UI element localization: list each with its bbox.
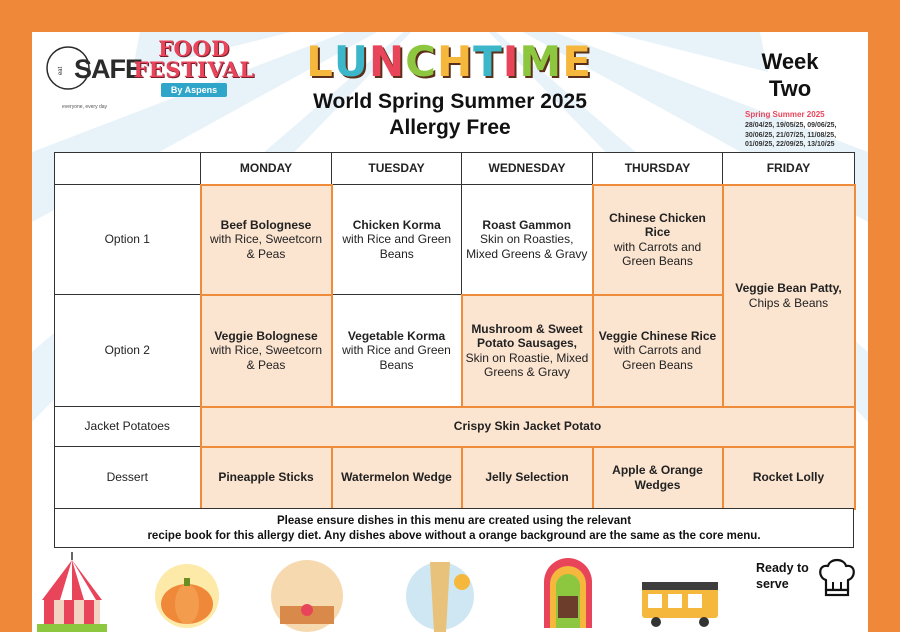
dish-desc: with Rice and Green Beans [342,343,451,372]
dessert-name: Apple & Orange Wedges [612,463,703,492]
day-header: MONDAY [201,153,332,185]
season-title: Spring Summer 2025 [745,110,825,119]
dessert-trolley-illustration [642,582,718,627]
title-letter: M [519,37,563,86]
week-indicator [732,48,848,102]
food-festival-line1: FOOD [158,36,230,61]
row-label: Option 1 [55,185,201,295]
food-festival-line2: FESTIVAL [133,57,255,82]
title-letter: T [473,37,503,86]
dish-name: Veggie Chinese Rice [598,328,717,343]
chef-hat-icon [818,556,856,598]
menu-cell [593,295,723,407]
dish-name: Mushroom & Sweet Potato Sausages, [471,321,583,350]
subtitle-season: World Spring Summer 2025 [313,90,587,113]
subtitle-diet: Allergy Free [389,116,511,139]
lunchtime-title [294,37,604,86]
logo-brand: SAFE [74,54,143,84]
menu-cell [201,447,332,509]
day-header: TUESDAY [332,153,462,185]
menu-sheet [32,32,868,632]
dish-name: Roast Gammon [482,217,572,232]
big-topping-illustration [271,560,343,632]
title-letter: N [368,37,406,86]
dish-name: Veggie Bean Patty, [735,281,842,295]
food-festival-logo [126,38,262,98]
allergy-note [54,508,854,548]
row-label: Dessert [55,447,201,509]
menu-cell [332,185,462,295]
season-dates-line: 30/06/25, 21/07/25, 11/08/25, [745,131,837,139]
week-label: Week [761,49,819,74]
menu-cell [332,295,462,407]
title-letter: E [562,37,592,86]
menu-cell [332,447,462,509]
ready-line: serve [756,577,789,591]
row-label: Jacket Potatoes [55,407,201,447]
title-letter: I [502,37,520,86]
menu-subtitle [262,89,638,141]
dish-desc: with Rice, Sweetcorn & Peas [209,343,323,372]
menu-cell-jacket [201,407,855,447]
dish-desc: with Carrots and Green Beans [613,239,702,268]
table-row-dessert [55,447,855,509]
day-header: FRIDAY [723,153,855,185]
menu-cell [723,447,855,509]
ready-to-serve-label [756,560,809,592]
ready-line: Ready to [756,561,809,575]
dessert-name: Jelly Selection [485,470,569,485]
day-header: WEDNESDAY [462,153,593,185]
row-label: Option 2 [55,295,201,407]
menu-cell [593,185,723,295]
menu-cell [462,185,593,295]
logo-tagline: everyone, every day [62,104,108,110]
dessert-name: Pineapple Sticks [218,470,314,485]
season-dates-line: 28/04/25, 19/05/25, 09/06/25, [745,122,837,129]
menu-cell [201,295,332,407]
season-dates [745,121,836,150]
dish-name: Beef Bolognese [220,217,312,232]
pick-of-patch-illustration [155,564,219,628]
dish-name: Chicken Korma [352,217,441,232]
rainbow-alley-illustration [544,558,592,628]
eat-safe-logo [44,44,143,110]
festival-illustrations [32,552,868,632]
dish-desc: Skin on Roastie, Mixed Greens & Gravy [465,350,589,379]
title-letter: C [405,37,437,86]
menu-cell [462,295,593,407]
note-line: recipe book for this allergy diet. Any dishes above without a orange background are the same as the core menu. [147,530,761,542]
dish-desc: with Rice, Sweetcorn & Peas [209,232,323,261]
dish-desc: Skin on Roasties, Mixed Greens & Gravy [466,232,588,261]
day-header: THURSDAY [593,153,723,185]
table-header-row [55,153,855,185]
dish-name: Crispy Skin Jacket Potato [453,419,602,434]
dish-desc: with Carrots and Green Beans [613,343,702,372]
header-blank [55,153,201,185]
title-letter: U [333,37,369,86]
dish-desc: with Rice and Green Beans [342,232,452,261]
menu-cell [462,447,593,509]
dish-name: Veggie Bolognese [214,328,318,343]
title-letter: H [436,37,474,86]
week-number: Two [768,76,812,101]
drink-illustration [406,562,474,632]
food-festival-badge: By Aspens [161,83,227,97]
dish-desc: Chips & Beans [748,295,829,310]
note-line: Please ensure dishes in this menu are created using the relevant [276,515,632,527]
menu-cell-friday-mains [723,185,855,407]
table-row-option1 [55,185,855,295]
dish-name: Vegetable Korma [347,328,446,343]
main-event-tent-illustration [37,552,107,632]
menu-cell [201,185,332,295]
season-dates-line: 01/09/25, 22/09/25, 13/10/25 [745,141,835,148]
table-row-jacket [55,407,855,447]
menu-table [54,152,856,510]
logo-prefix: eat [58,66,65,76]
dessert-name: Rocket Lolly [752,470,825,485]
title-letter: L [306,37,334,86]
dish-name: Chinese Chicken Rice [609,210,706,239]
menu-cell [593,447,723,509]
dessert-name: Watermelon Wedge [341,470,452,485]
